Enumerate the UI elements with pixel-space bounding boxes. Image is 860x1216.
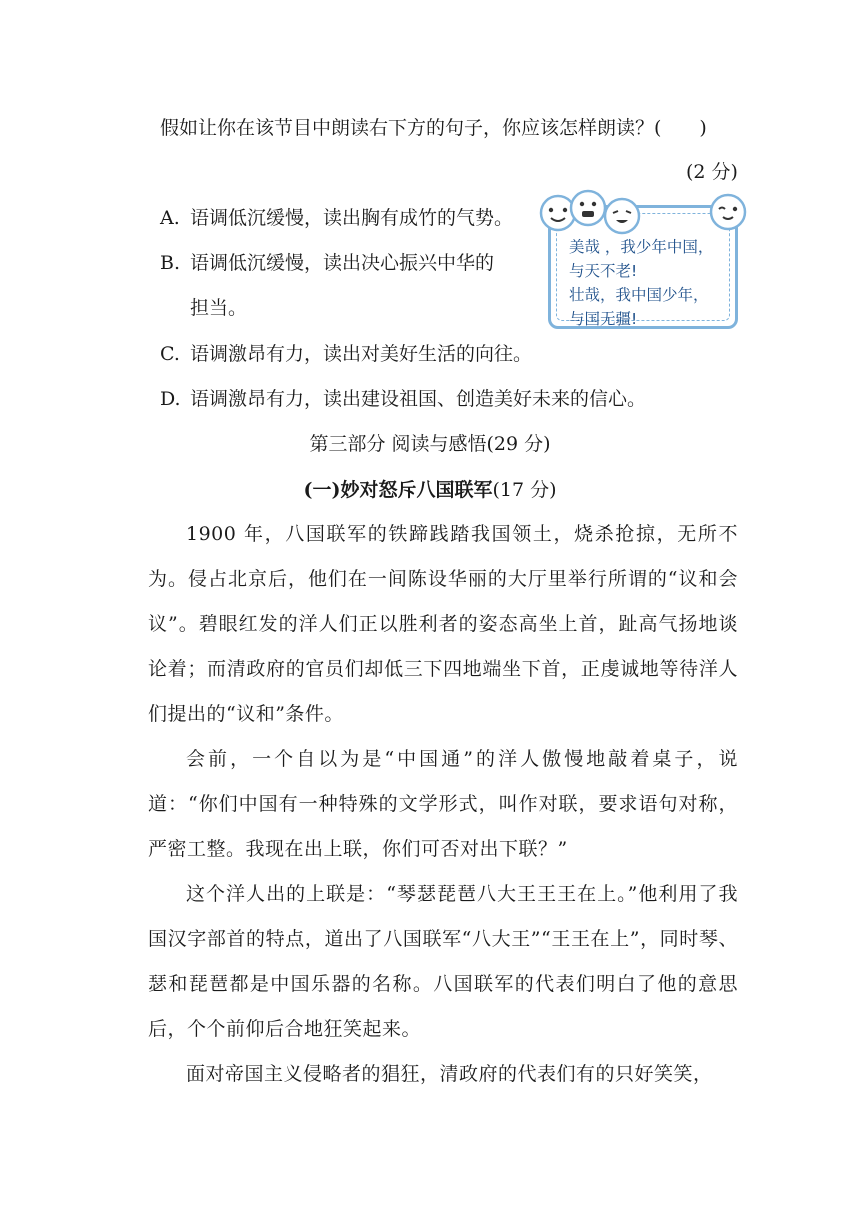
- option-letter: D.: [160, 388, 181, 410]
- section-title: 第三部分 阅读与感悟(29 分): [309, 433, 551, 455]
- passage-paragraph: 会前，一个自以为是“中国通”的洋人傲慢地敲着桌子，说道：“你们中国有一种特殊的文学形式，叫作对联，要求语句对称，严密工整。我现在出上联，你们可否对出下联？”: [148, 748, 738, 860]
- question-stem: 假如让你在该节目中朗读右下方的句子，你应该怎样朗读？( ): [160, 117, 707, 139]
- option-c: [160, 340, 532, 368]
- question-score: (2 分): [686, 161, 738, 183]
- passage-paragraph: 面对帝国主义侵略者的猖狂，清政府的代表们有的只好笑笑，: [186, 1063, 713, 1085]
- face-icon: [708, 192, 748, 232]
- option-text: 语调低沉缓慢，读出决心振兴中华的: [190, 252, 495, 274]
- quote-line: 与天不老!: [569, 262, 638, 280]
- option-text: 语调激昂有力，读出对美好生活的向往。: [190, 343, 533, 365]
- subtitle-bold: (一)妙对怒斥八国联军: [303, 479, 493, 501]
- face-icon: [602, 196, 642, 236]
- passage-paragraph: 1900 年，八国联军的铁蹄践踏我国领土，烧杀抢掠，无所不为。侵占北京后，他们在一间陈设华丽的大厅里举行所谓的“议和会议”。碧眼红发的洋人们正以胜利者的姿态高坐上首，趾高气扬地谈论着；而清政府的官员们却低三下四地端坐下首，正虔诚地等待洋人们提出的“议和”条件。: [148, 523, 738, 725]
- option-text: 语调低沉缓慢，读出胸有成竹的气势。: [190, 207, 514, 229]
- option-d: [160, 385, 646, 413]
- quote-line: 与国无疆!: [569, 310, 638, 328]
- subtitle-score: (17 分): [492, 479, 557, 501]
- quote-line: 美哉 ，我少年中国，: [569, 238, 714, 256]
- passage-paragraph: 这个洋人出的上联是：“琴瑟琵琶八大王王王在上。”他利用了我国汉字部首的特点，道出了八国联军“八大王”“王王在上”，同时琴、瑟和琵琶都是中国乐器的名称。八国联军的代表们明白了他的意思后，个个前仰后合地狂笑起来。: [148, 883, 738, 1040]
- option-text: 语调激昂有力，读出建设祖国、创造美好未来的信心。: [190, 388, 647, 410]
- option-a: [160, 204, 513, 232]
- option-letter: A.: [160, 207, 180, 229]
- option-letter: B.: [160, 252, 181, 274]
- quote-line: 壮哉，我中国少年，: [569, 286, 709, 304]
- option-letter: C.: [160, 343, 180, 365]
- section-subtitle: [0, 476, 860, 504]
- option-b: [160, 249, 494, 277]
- option-b-continued: 担当。: [190, 297, 248, 319]
